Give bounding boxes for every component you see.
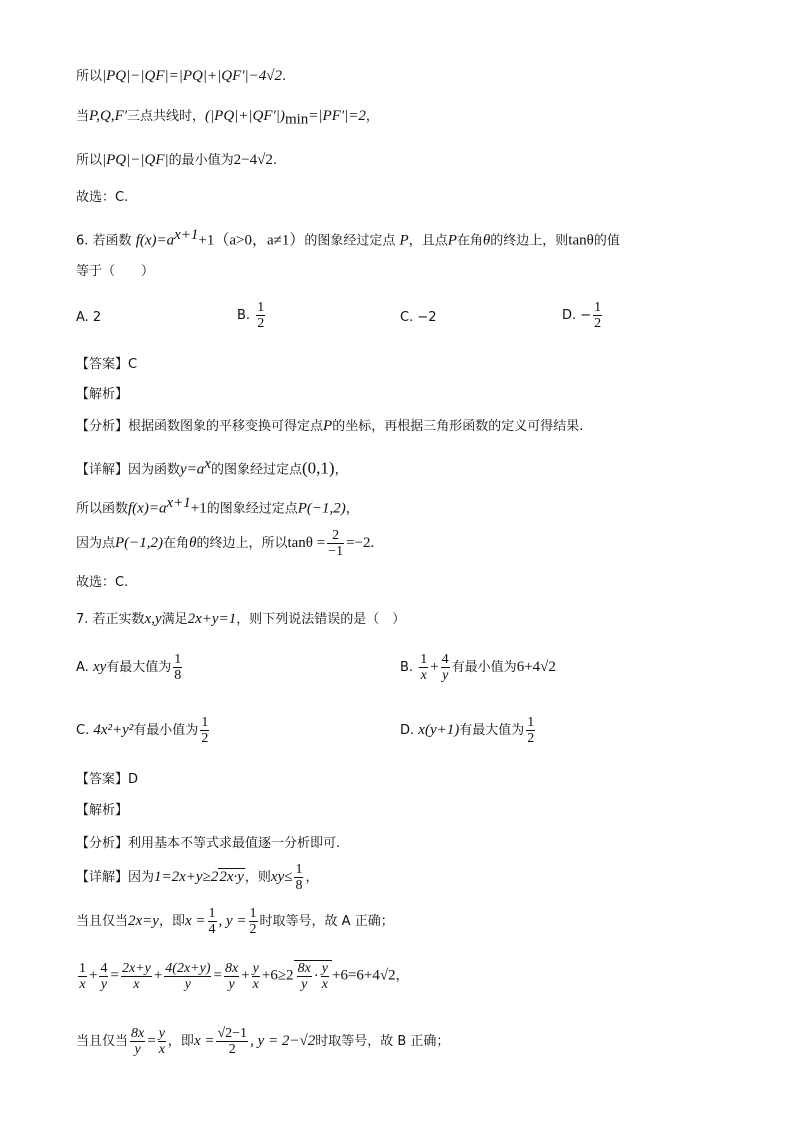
formula: x(y+1)	[418, 722, 460, 738]
text: 根据函数图象的平移变换可得定点	[128, 419, 324, 434]
formula: (0,1)	[302, 458, 335, 478]
text-line	[76, 834, 340, 854]
text: 的终边上，所以	[196, 536, 288, 551]
formula: xy≤	[270, 869, 293, 885]
fraction	[327, 528, 344, 559]
text-line	[76, 862, 319, 893]
text: 6. 若函数	[76, 233, 132, 249]
operator: ·	[313, 968, 319, 984]
text: ，即	[158, 914, 185, 929]
option-c	[76, 715, 211, 746]
option-label: D.	[400, 723, 415, 738]
text: 的图象经过定点	[206, 501, 298, 517]
formula: f(x)=a	[135, 232, 175, 249]
denominator: 2	[201, 731, 209, 746]
numerator: 1	[208, 906, 216, 921]
text: .	[272, 153, 277, 168]
numerator: 4(2x+y)	[165, 960, 211, 976]
operator: +	[89, 967, 98, 984]
formula: 2x=y	[128, 913, 159, 929]
fraction	[441, 652, 450, 683]
option-c: C. −2	[400, 310, 437, 325]
text: 因为点	[76, 536, 116, 551]
formula: 1=2x+y≥2	[154, 869, 219, 885]
tag: 【详解】	[76, 462, 129, 478]
formula: |PQ|−|QF|	[102, 152, 169, 168]
fraction	[249, 906, 258, 937]
analysis-heading: 【解析】	[76, 803, 129, 818]
formula: f(x)=a	[128, 500, 167, 517]
text-line	[76, 454, 348, 480]
denominator: y	[228, 976, 235, 992]
text: 三点共线时，	[127, 109, 206, 124]
formula: xy	[92, 659, 107, 675]
text: 有最大值为	[106, 660, 172, 675]
text: 满足	[161, 612, 188, 627]
numerator: 1	[257, 300, 265, 315]
option-a	[76, 652, 184, 683]
formula: x =	[193, 1033, 215, 1049]
numerator: √2−1	[217, 1026, 248, 1041]
option-label: C.	[76, 723, 90, 738]
fraction	[321, 961, 329, 992]
denominator: 2	[249, 922, 257, 937]
formula: x,y	[144, 611, 162, 627]
fraction	[294, 862, 303, 893]
denominator: x	[133, 976, 140, 992]
text: 时取等号，故 A 正确；	[259, 914, 394, 929]
text: 有最大值为	[459, 723, 525, 738]
option-a: A. 2	[76, 310, 102, 325]
fraction	[593, 300, 602, 331]
option-b	[400, 652, 556, 683]
formula: θ	[189, 535, 197, 551]
text-line	[76, 493, 359, 519]
numerator: 4	[441, 652, 449, 667]
text: .	[282, 69, 287, 84]
numerator: 1	[527, 715, 535, 730]
fraction	[252, 961, 260, 992]
option-label: B.	[237, 308, 251, 323]
fraction	[173, 652, 182, 683]
option-label: B.	[400, 660, 414, 675]
fraction	[99, 961, 108, 992]
option-d	[400, 715, 537, 746]
text: 当且仅当	[76, 914, 129, 929]
fraction	[130, 1026, 145, 1057]
formula: +6=6+4√2	[332, 967, 396, 984]
text-line: 故选：C.	[76, 575, 129, 590]
text: 所以	[76, 69, 103, 84]
text: 的坐标，再根据三角形函数的定义可得结果.	[332, 419, 584, 434]
superscript: x+1	[174, 227, 199, 243]
denominator: y	[184, 976, 191, 992]
denominator: y	[301, 977, 308, 992]
text: 因为函数	[128, 462, 181, 478]
formula: x =	[184, 913, 206, 929]
numerator: 2x+y	[121, 960, 151, 976]
operator: +	[153, 967, 163, 984]
fraction	[208, 906, 217, 937]
text: ，则	[244, 870, 271, 885]
tag: 【分析】	[76, 419, 129, 434]
fraction	[224, 961, 239, 992]
denominator: 8	[174, 668, 182, 683]
formula: P(−1,2)	[297, 500, 346, 517]
denominator: 2	[257, 316, 265, 331]
numerator: 8x	[224, 960, 239, 976]
text: 当	[76, 109, 90, 124]
numerator: y	[321, 961, 328, 976]
numerator: 1	[201, 715, 209, 730]
text-line	[76, 906, 394, 937]
denominator: x	[252, 976, 259, 992]
formula: +6≥2	[261, 967, 294, 984]
denominator: y	[100, 976, 108, 992]
text: 时取等号，故 B 正确；	[315, 1034, 450, 1049]
text: 利用基本不等式求最值逐一分析即可.	[128, 836, 341, 851]
question-6	[76, 225, 620, 251]
option-label: A.	[76, 660, 89, 675]
numerator: 4	[100, 960, 108, 976]
numerator: 2	[327, 528, 344, 544]
text: ，即	[167, 1034, 194, 1049]
numerator: 1	[249, 906, 257, 921]
fraction	[164, 961, 211, 992]
text-line	[76, 106, 379, 130]
superscript: x	[204, 456, 211, 472]
denominator: 4	[208, 922, 216, 937]
formula: P	[323, 418, 333, 434]
text: 在角	[456, 233, 483, 249]
text: 的图象经过定点	[304, 233, 396, 249]
formula: =|PF′|=2	[308, 108, 366, 124]
formula: y=a	[180, 461, 205, 478]
text: ，	[305, 870, 319, 885]
text-line	[76, 150, 277, 171]
text-line	[76, 416, 583, 437]
denominator: 8	[295, 878, 303, 893]
option-d	[562, 300, 604, 331]
operator: +	[430, 659, 439, 675]
fraction	[200, 715, 209, 746]
numerator: 1	[174, 652, 182, 667]
fraction	[121, 961, 152, 992]
radical	[294, 960, 332, 992]
text: 所以	[76, 153, 103, 168]
text-line: 等于（ ）	[76, 264, 155, 279]
denominator: −1	[328, 544, 344, 559]
denominator: x	[420, 668, 427, 683]
text: 7. 若正实数	[76, 612, 145, 627]
text: 的图象经过定点	[210, 462, 302, 478]
text-line	[76, 1026, 449, 1057]
denominator: y	[134, 1042, 141, 1057]
operator: =	[147, 1033, 156, 1049]
analysis-heading: 【解析】	[76, 387, 129, 402]
numerator: 8x	[131, 1026, 145, 1041]
text-line: 故选：C.	[76, 190, 129, 205]
formula: P,Q,F′	[89, 108, 128, 124]
denominator: 2	[594, 316, 602, 331]
operator: =	[213, 967, 222, 984]
question-7	[76, 609, 405, 630]
tag: 【分析】	[76, 836, 129, 851]
subscript: min	[284, 111, 309, 128]
text: 所以函数	[76, 501, 129, 517]
option-b	[237, 300, 267, 331]
formula: 4x²+y²	[93, 722, 134, 738]
formula: |PQ|−|QF|=|PQ|+|QF′|−4√2	[102, 68, 282, 84]
formula: θ	[482, 232, 491, 249]
text-line	[76, 960, 409, 992]
text: ，则下列说法错误的是（ ）	[236, 612, 406, 627]
text: 因为	[128, 870, 155, 885]
fraction	[158, 1026, 166, 1057]
denominator: 2	[228, 1042, 236, 1057]
formula: +1（a>0，a≠1）	[198, 232, 305, 249]
denominator: y	[442, 668, 449, 683]
superscript: x+1	[166, 495, 191, 511]
text: ，	[345, 501, 359, 517]
answer: 【答案】C	[76, 357, 138, 372]
text: 有最小值为	[133, 723, 199, 738]
option-label: D. −	[562, 308, 592, 323]
answer: 【答案】D	[76, 772, 139, 787]
numerator: 1	[79, 960, 86, 976]
formula: P	[399, 232, 409, 249]
text: 的终边上，则	[490, 233, 569, 249]
text: 的值	[593, 233, 620, 249]
text: ，	[395, 968, 409, 984]
formula: (|PQ|+|QF′|)	[205, 108, 285, 124]
fraction	[419, 652, 428, 683]
numerator: 1	[295, 862, 303, 877]
text: 的最小值为	[168, 153, 234, 168]
numerator: y	[158, 1026, 165, 1041]
formula: 2−4√2	[233, 152, 273, 168]
fraction	[78, 961, 87, 992]
radicand: 2x·y	[219, 869, 244, 885]
fraction	[526, 715, 535, 746]
formula: P(−1,2)	[115, 535, 164, 551]
denominator: x	[321, 977, 328, 992]
formula: 2x+y=1	[187, 611, 237, 627]
formula: , y = 2−√2	[250, 1033, 316, 1049]
formula: tanθ =	[287, 535, 326, 551]
numerator: 8x	[297, 961, 311, 976]
numerator: y	[252, 960, 259, 976]
fraction	[216, 1026, 248, 1057]
operator: +	[241, 967, 250, 984]
text: 当且仅当	[76, 1034, 129, 1049]
tag: 【详解】	[76, 870, 129, 885]
denominator: 2	[527, 731, 535, 746]
formula: tanθ	[568, 232, 594, 249]
fraction	[297, 961, 312, 992]
text: 在角	[163, 536, 190, 551]
formula: , y =	[218, 913, 247, 929]
formula: =−2.	[346, 535, 375, 551]
denominator: x	[79, 976, 86, 992]
operator: =	[110, 967, 119, 984]
formula: P	[447, 232, 457, 249]
text-line	[76, 528, 374, 559]
formula: +1	[190, 500, 207, 517]
text: ，	[334, 462, 348, 478]
text: ，	[365, 109, 379, 124]
denominator: x	[158, 1042, 165, 1057]
formula: 6+4√2	[516, 659, 556, 675]
text-line	[76, 66, 286, 87]
text: 有最小值为	[451, 660, 517, 675]
text: ，且点	[408, 233, 448, 249]
numerator: 1	[594, 300, 602, 315]
fraction	[256, 300, 265, 331]
numerator: 1	[420, 652, 428, 667]
